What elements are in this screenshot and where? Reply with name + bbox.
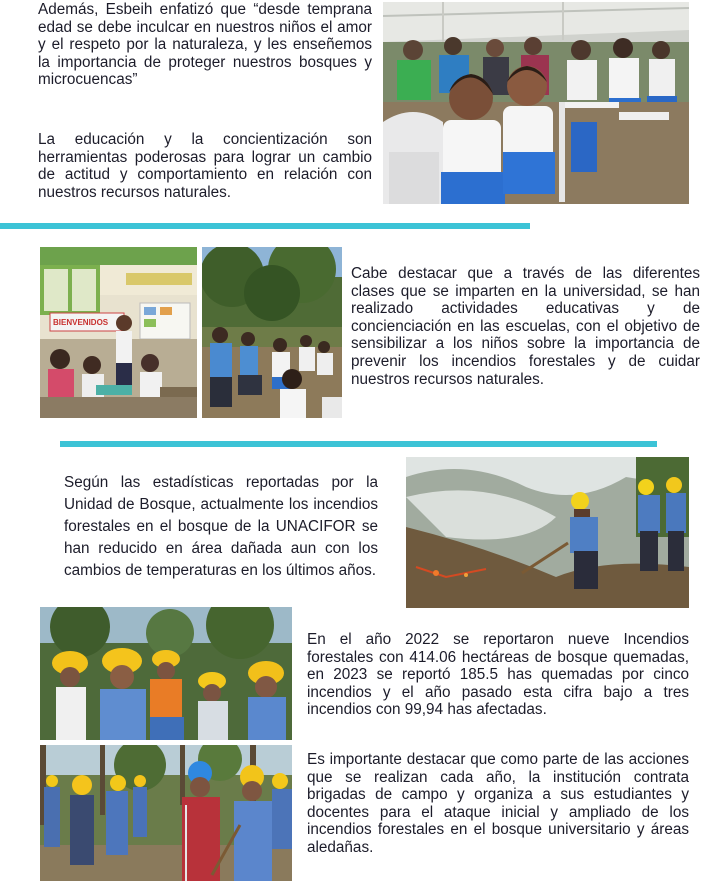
- photo-students-seated-at-event: [383, 2, 689, 204]
- paragraph-university-classes: Cabe destacar que a través de las diferentes clases que se imparten en la universidad, se han realizado actividades educativas y de concienciación en las escuelas, con el objetivo de sensibilizar a los niños sobre la importancia de prevenir los incendios forestales y de cuidar nuestros recursos naturales.: [351, 265, 700, 388]
- paragraph-education-awareness: La educación y la concientización son herramientas poderosas para lograr un cambio de actitud y comportamiento en relación con nuestros recursos naturales.: [38, 131, 372, 201]
- paragraph-forest-unit-statistics: Según las estadísticas reportadas por la Unidad de Bosque, actualmente los incendios forestales en el bosque de la UNACIFOR se han reducido en área dañada aun con los cambios de temperaturas en los últimos años.: [64, 474, 378, 579]
- paragraph-fire-reports-by-year: En el año 2022 se reportaron nueve Incendios forestales con 414.06 hectáreas de bosque quemadas, en 2023 se reportó 185.5 has quemadas por cinco incendios y el año pasado esta cifra bajo a tres incendios con 99,94 has afectadas.: [307, 631, 689, 719]
- photo-classroom-talk: [40, 247, 197, 418]
- paragraph-esbeih-quote: Además, Esbeih enfatizó que “desde temprana edad se debe inculcar en nuestros niños el amor y el respeto por la naturaleza, y les enseñemos la importancia de proteger nuestros bosques y microcuencas”: [38, 1, 372, 89]
- divider-bar-2: [60, 441, 657, 447]
- classroom-banner-text: BIENVENIDOS: [53, 318, 109, 327]
- photo-brigade-briefing: [40, 607, 292, 740]
- photo-brigade-with-tools: [40, 745, 292, 881]
- photo-firefighters-in-smoke: [406, 457, 689, 608]
- divider-bar-1: [0, 223, 530, 229]
- photo-outdoor-school-activity: [202, 247, 342, 418]
- paragraph-fire-brigades: Es importante destacar que como parte de las acciones que se realizan cada año, la institución contrata brigadas de campo y organiza a sus estudiantes y docentes para el ataque inicial y ampliado de los incendios forestales en el bosque universitario y áreas aledañas.: [307, 751, 689, 856]
